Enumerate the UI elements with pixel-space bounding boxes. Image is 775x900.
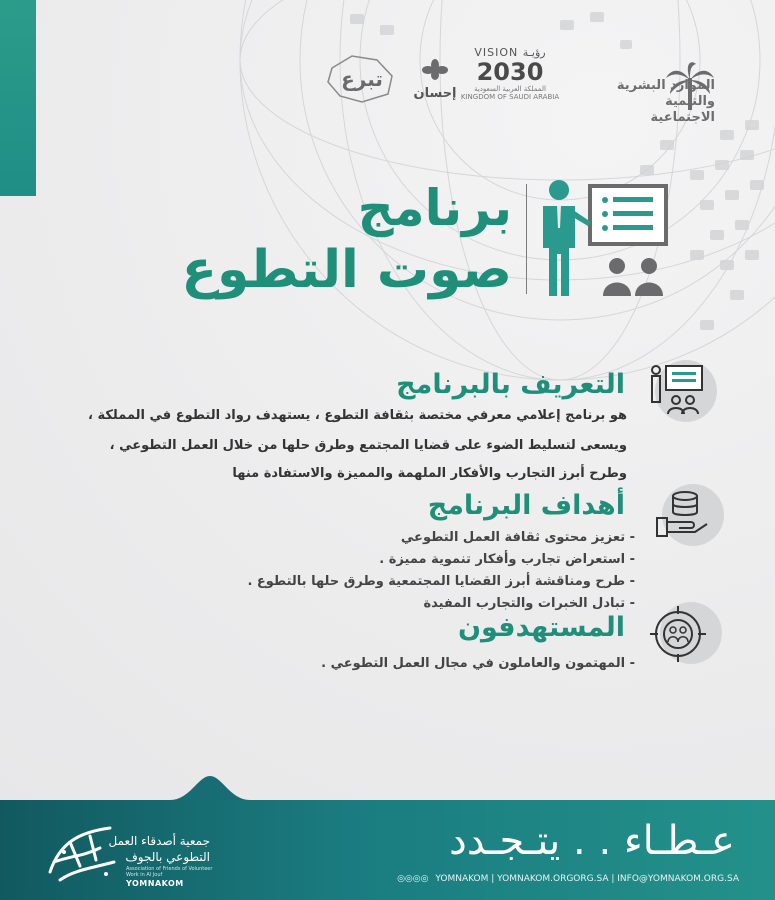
association-name-en: Association of Friends of Volunteer Work in Al Jouf bbox=[126, 866, 213, 878]
intro-heading: التعريف بالبرنامج bbox=[396, 369, 625, 400]
presentation-icon bbox=[648, 362, 708, 416]
vision-country-ar: المملكة العربية السعودية bbox=[474, 85, 546, 93]
left-accent-bar bbox=[0, 0, 36, 196]
vision-country-en: KINGDOM OF SAUDI ARABIA bbox=[460, 93, 560, 101]
vision-label: VISION رؤيـة bbox=[474, 46, 546, 59]
tabarro-label: تبرع bbox=[341, 67, 383, 91]
tabarro-map-logo bbox=[322, 48, 402, 108]
ministry-line1: الموارد البشرية bbox=[616, 78, 715, 93]
ministry-name bbox=[597, 78, 715, 126]
ehsan-label: إحسان bbox=[413, 86, 457, 101]
ehsan-flower-icon bbox=[420, 58, 450, 82]
association-name-line1: جمعية أصدقاء العمل bbox=[108, 834, 210, 848]
intro-line-1: هو برنامج إعلامي معرفي مختصة بثقافة التطوع ، يستهدف رواد التطوع في المملكة ، bbox=[88, 408, 627, 423]
footer-slogan: عـطـاء . . يتـجـدد bbox=[449, 818, 735, 864]
program-title-line2: صوت التطوع bbox=[181, 240, 512, 300]
association-brand: YOMNAKOM bbox=[126, 879, 184, 888]
contact-text: YOMNAKOM | YOMNAKOM.ORGORG.SA | INFO@YOMNAKOM.ORG.SA bbox=[435, 874, 739, 884]
audience-heading: المستهدفون bbox=[457, 612, 625, 643]
association-calligraphy-logo bbox=[40, 822, 124, 888]
ehsan-logo bbox=[405, 58, 465, 101]
ministry-line2: والتنمية الاجتماعية bbox=[650, 94, 715, 125]
intro-line-3: وطرح أبرز التجارب والأفكار الملهمة والمميزة والاستفادة منها bbox=[232, 466, 627, 481]
audience-item-1: - المهتمون والعاملون في مجال العمل التطوعي . bbox=[321, 656, 635, 671]
target-audience-icon bbox=[648, 604, 708, 664]
presenter-board-icon bbox=[535, 178, 675, 303]
title-separator bbox=[526, 184, 527, 294]
vision-year: 2030 bbox=[476, 58, 544, 86]
social-icons: ◎◎◎◎ bbox=[397, 874, 429, 884]
goals-heading: أهداف البرنامج bbox=[427, 490, 625, 521]
hand-coins-icon bbox=[655, 486, 715, 540]
intro-line-2: ويسعى لتسليط الضوء على قضايا المجتمع وطرق حلها من خلال العمل التطوعي ، bbox=[109, 438, 627, 453]
goal-item-3: - طرح ومناقشة أبرز القضايا المجتمعية وطرق حلها بالتطوع . bbox=[247, 574, 635, 589]
footer-contact bbox=[393, 874, 739, 884]
goal-item-1: - تعزيز محتوى ثقافة العمل التطوعي bbox=[400, 530, 635, 545]
association-name-line2: التطوعي بالجوف bbox=[125, 850, 210, 864]
program-title-line1: برنامج bbox=[357, 179, 512, 237]
goal-item-2: - استعراض تجارب وأفكار تنموية مميزة . bbox=[379, 552, 635, 567]
goal-item-4: - تبادل الخبرات والتجارب المفيدة bbox=[423, 596, 635, 611]
vision-2030-logo bbox=[460, 46, 560, 101]
